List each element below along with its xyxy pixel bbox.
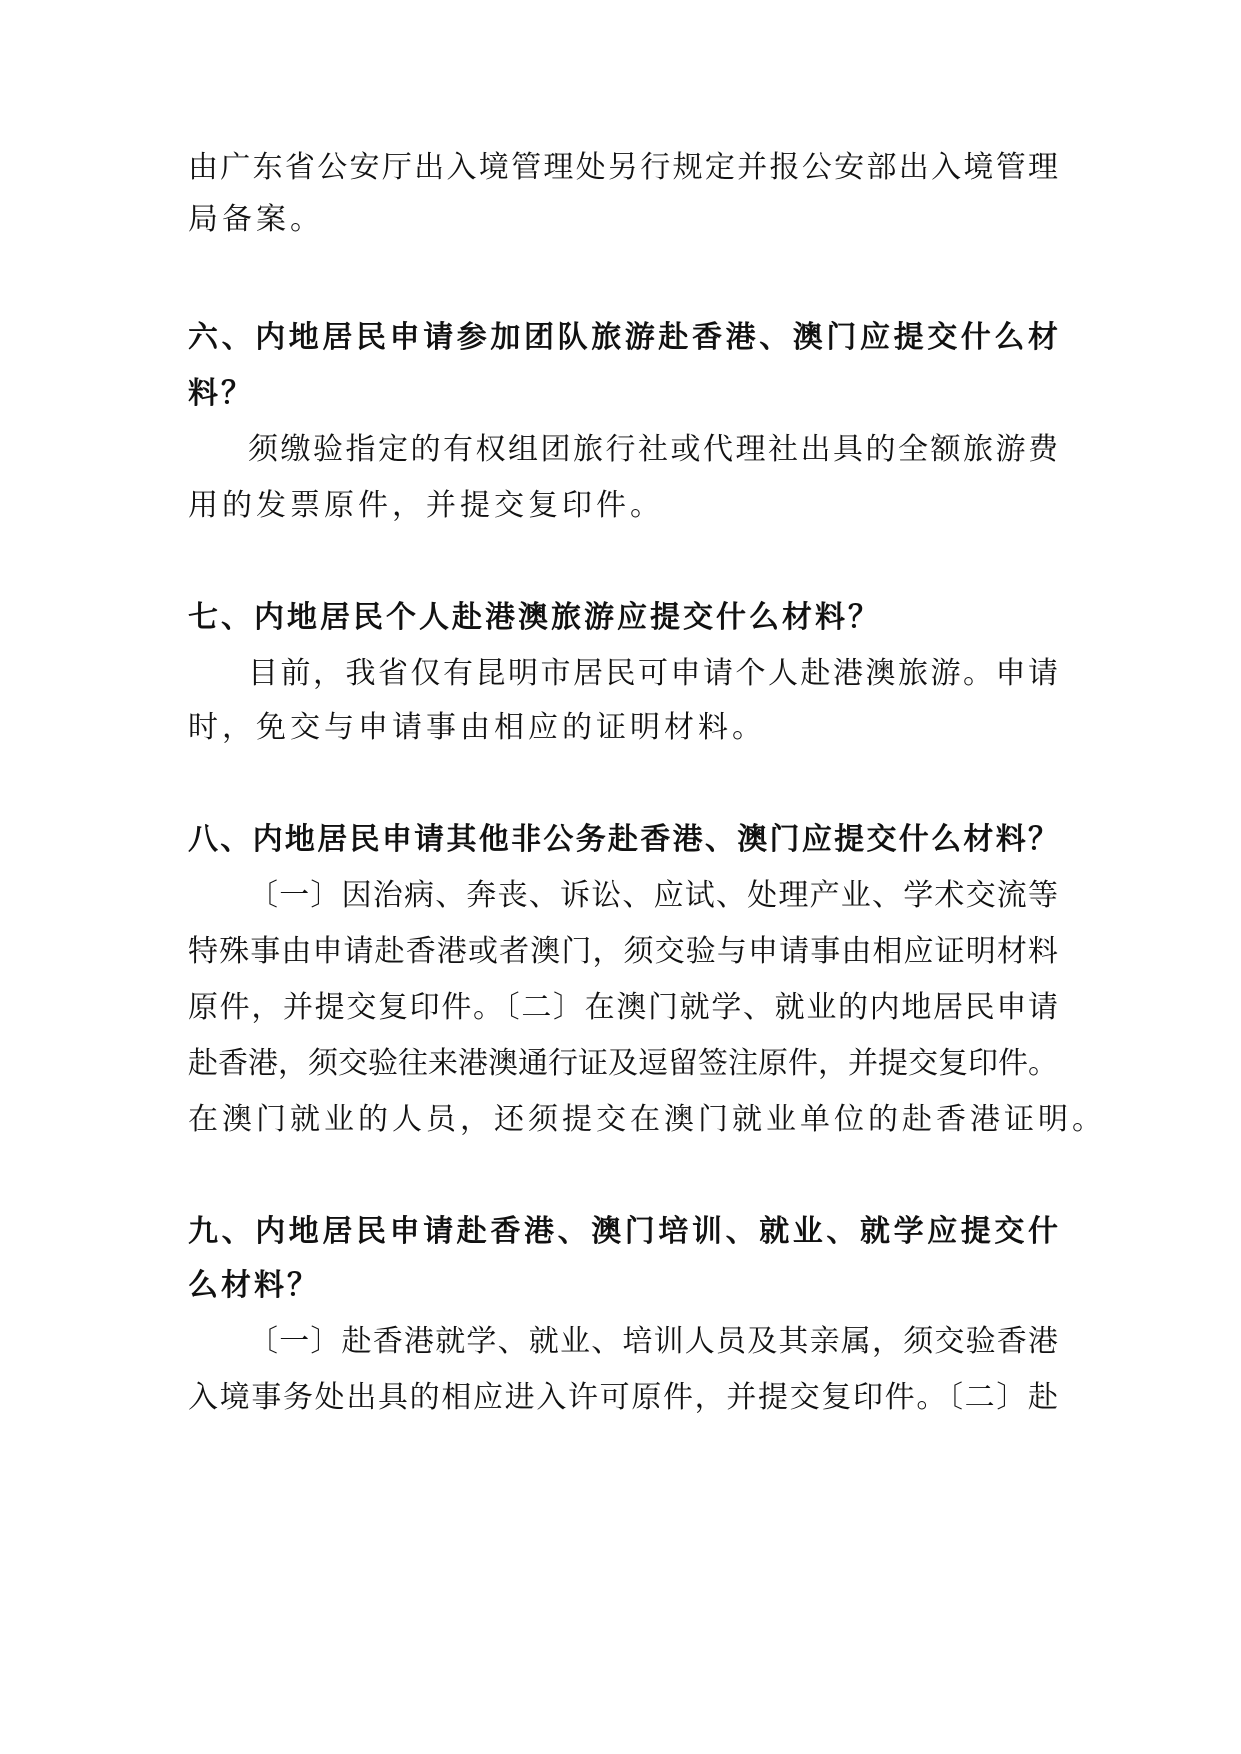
body-text-line: 赴香港，须交验往来港澳通行证及逗留签注原件，并提交复印件。 xyxy=(188,1046,1058,1081)
body-text-line: 用的发票原件，并提交复印件。 xyxy=(188,488,664,523)
body-text-line: 〔一〕因治病、奔丧、诉讼、应试、处理产业、学术交流等 xyxy=(248,878,1058,913)
section-heading-7: 七、内地居民个人赴港澳旅游应提交什么材料？ xyxy=(188,600,881,635)
body-text-line: 局备案。 xyxy=(188,202,324,237)
body-text-line: 由广东省公安厅出入境管理处另行规定并报公安部出入境管理 xyxy=(188,150,1058,185)
body-text-line: 须缴验指定的有权组团旅行社或代理社出具的全额旅游费 xyxy=(248,432,1058,467)
body-text-line: 原件，并提交复印件。〔二〕在澳门就学、就业的内地居民申请 xyxy=(188,990,1058,1025)
section-heading-9-cont: 么材料？ xyxy=(188,1268,320,1303)
section-heading-6-cont: 料？ xyxy=(188,376,254,411)
body-text-line: 特殊事由申请赴香港或者澳门，须交验与申请事由相应证明材料 xyxy=(188,934,1058,969)
body-text-line: 〔一〕赴香港就学、就业、培训人员及其亲属，须交验香港 xyxy=(248,1324,1058,1359)
body-text-line: 在澳门就业的人员，还须提交在澳门就业单位的赴香港证明。 xyxy=(188,1102,1106,1137)
body-text-line: 时，免交与申请事由相应的证明材料。 xyxy=(188,710,766,745)
section-heading-8: 八、内地居民申请其他非公务赴香港、澳门应提交什么材料？ xyxy=(188,822,1058,857)
body-text-line: 入境事务处出具的相应进入许可原件，并提交复印件。〔二〕赴 xyxy=(188,1380,1058,1415)
section-heading-6: 六、内地居民申请参加团队旅游赴香港、澳门应提交什么材 xyxy=(188,320,1058,355)
body-text-line: 目前，我省仅有昆明市居民可申请个人赴港澳旅游。申请 xyxy=(248,656,1058,691)
section-heading-9: 九、内地居民申请赴香港、澳门培训、就业、就学应提交什 xyxy=(188,1214,1058,1249)
